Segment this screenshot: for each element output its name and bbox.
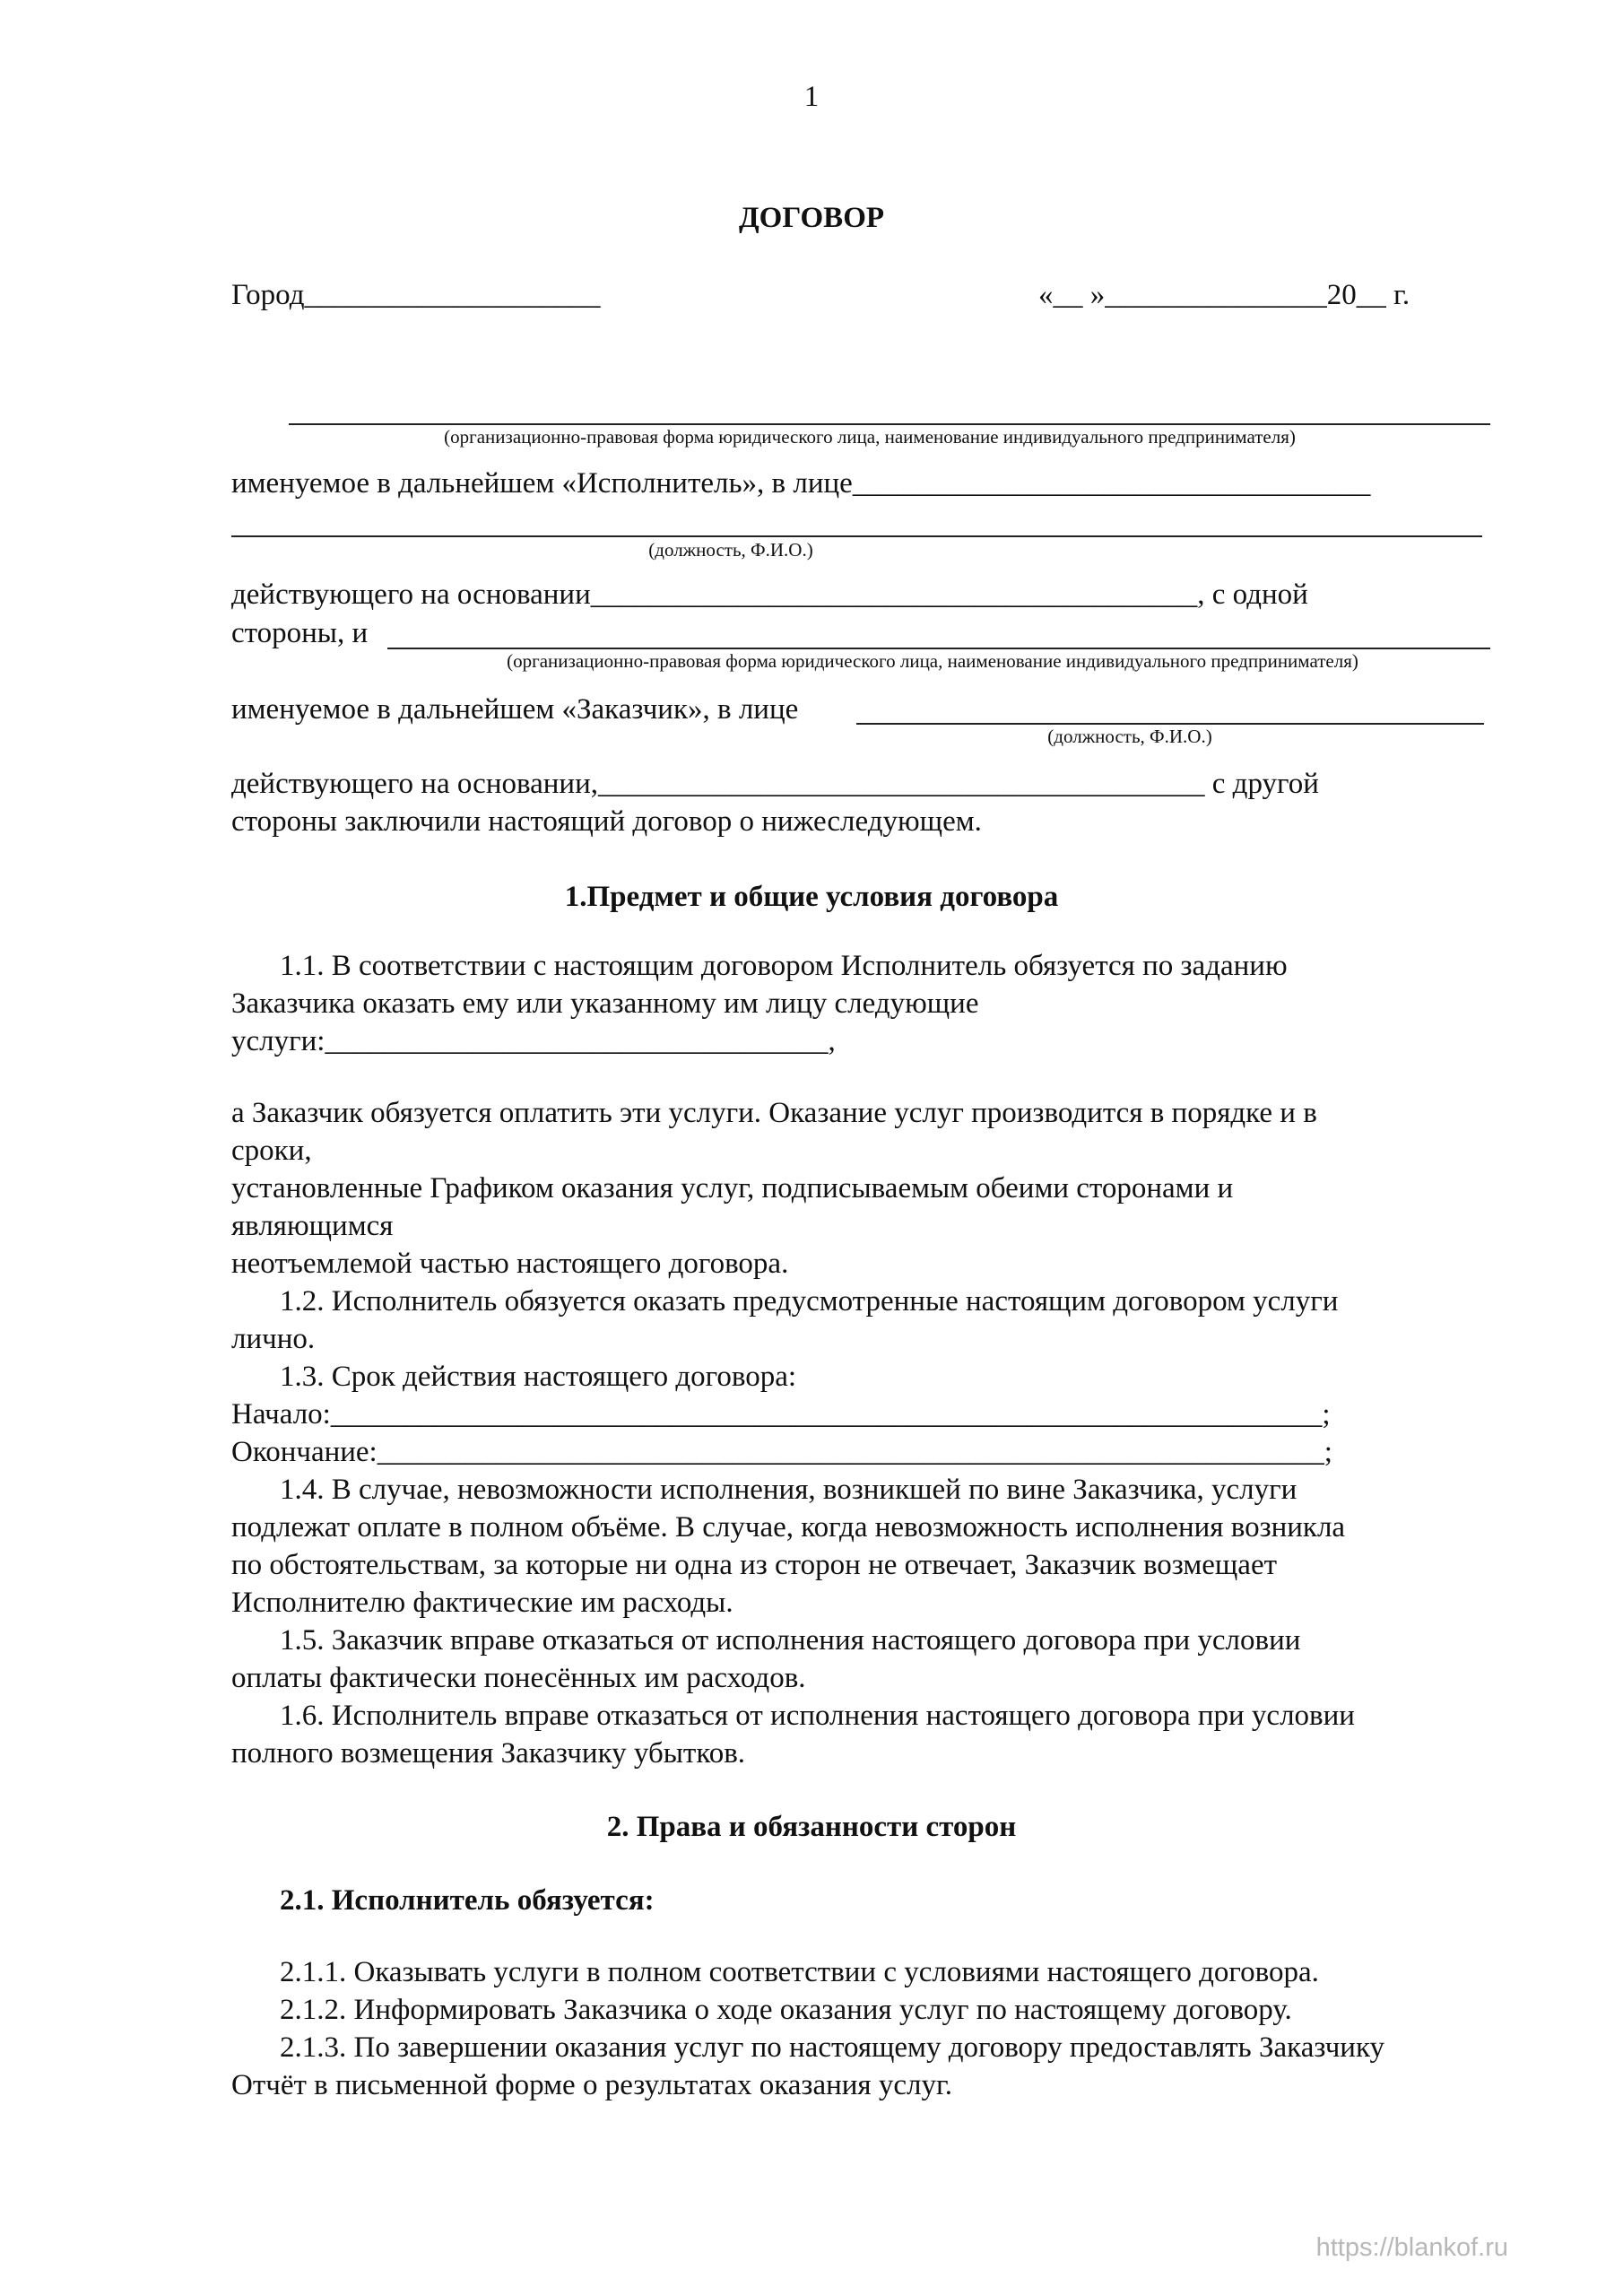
start-date-line: Начало:___________________________________________________________________; <box>231 1398 1331 1431</box>
side-line: стороны, и <box>231 617 369 649</box>
executor-named-line: именуемое в дальнейшем «Исполнитель», в лице___________________________________ <box>231 467 1371 500</box>
s1-line: 1.1. В соответствии с настоящим договором Исполнитель обязуется по заданию <box>280 950 1288 982</box>
watermark-url: https://blankof.ru <box>1315 2233 1508 2262</box>
s1-line: 1.2. Исполнитель обязуется оказать предусмотренные настоящим договором услуги <box>280 1285 1339 1318</box>
s1-line: подлежат оплате в полном объёме. В случае, когда невозможность исполнения возникла <box>231 1511 1346 1544</box>
org-caption-2: (организационно-правовая форма юридического лица, наименование индивидуального предпринимателя) <box>507 650 1358 672</box>
s1-line: 1.6. Исполнитель вправе отказаться от исполнения настоящего договора при условии <box>280 1700 1355 1732</box>
section1-heading: 1.Предмет и общие условия договора <box>564 881 1059 913</box>
s1-line: оплаты фактически понесённых им расходов. <box>231 1662 806 1694</box>
customer-named-line: именуемое в дальнейшем «Заказчик», в лице <box>231 693 799 726</box>
s1-line: лично. <box>231 1323 316 1355</box>
customer-basis-line: действующего на основании,_________________________________________ с другой <box>231 768 1319 800</box>
date-field: «__ »_______________20__ г. <box>1038 279 1410 311</box>
s2-line: 2.1.1. Оказывать услуги в полном соответствии с условиями настоящего договора. <box>280 1956 1319 1988</box>
end-date-line: Окончание:________________________________________________________________; <box>231 1436 1332 1468</box>
document-title: ДОГОВОР <box>738 202 885 234</box>
s2-line: 2.1.3. По завершении оказания услуг по настоящему договору предоставлять Заказчику <box>280 2031 1385 2064</box>
s1-line: 1.3. Срок действия настоящего договора: <box>280 1361 797 1393</box>
s1-line: 1.5. Заказчик вправе отказаться от исполнения настоящего договора при условии <box>280 1624 1301 1657</box>
s1-line: неотъемлемой частью настоящего договора. <box>231 1248 789 1280</box>
s1-line: 1.4. В случае, невозможности исполнения, возникшей по вине Заказчика, услуги <box>280 1474 1298 1506</box>
s2-line: 2.1.2. Информировать Заказчика о ходе оказания услуг по настоящему договору. <box>280 1994 1292 2026</box>
s1-line: Заказчика оказать ему или указанному им лицу следующие <box>231 987 979 1020</box>
customer-position-caption: (должность, Ф.И.О.) <box>1047 726 1212 747</box>
s1-line: а Заказчик обязуется оплатить эти услуги. Оказание услуг производится в порядке и в <box>231 1097 1317 1129</box>
s1-line: услуги:__________________________________, <box>231 1025 836 1057</box>
position-blank-line <box>231 535 1482 537</box>
s1-line: установленные Графиком оказания услуг, подписываемым обеими сторонами и <box>231 1172 1234 1205</box>
s2-line: Отчёт в письменной форме о результатах оказания услуг. <box>231 2069 953 2101</box>
position-caption: (должность, Ф.И.О.) <box>648 539 813 561</box>
s1-line: по обстоятельствам, за которые ни одна из сторон не отвечает, Заказчик возмещает <box>231 1549 1278 1581</box>
city-field: Город____________________ <box>231 279 601 311</box>
org-caption: (организационно-правовая форма юридического лица, наименование индивидуального предпринимателя) <box>444 426 1296 448</box>
s1-line: являющимся <box>231 1210 394 1242</box>
s1-line: Исполнителю фактические им расходы. <box>231 1587 733 1619</box>
executor-basis-line: действующего на основании_________________________________________, с одной <box>231 578 1308 611</box>
s1-line: сроки, <box>231 1135 312 1167</box>
section2-heading: 2. Права и обязанности сторон <box>606 1811 1017 1843</box>
section2-subheading: 2.1. Исполнитель обязуется: <box>280 1884 655 1917</box>
s1-line: полного возмещения Заказчику убытков. <box>231 1737 746 1770</box>
concluded-line: стороны заключили настоящий договор о нижеследующем. <box>231 805 982 838</box>
page-number: 1 <box>803 81 820 113</box>
